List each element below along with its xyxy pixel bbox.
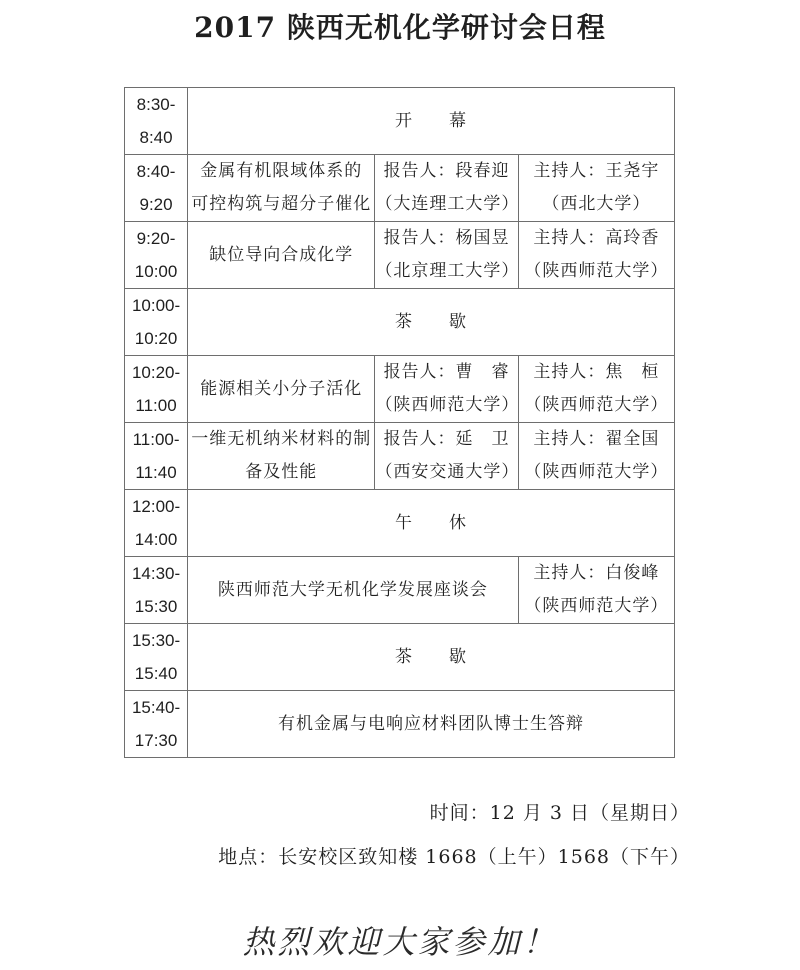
speaker-name: 报告人：曹 睿 bbox=[383, 362, 510, 382]
chair-affiliation: （陕西师范大学） bbox=[524, 462, 669, 482]
event-label: 茶 歇 bbox=[395, 311, 468, 332]
footer-info bbox=[0, 798, 800, 869]
time-start: 11:00- bbox=[132, 430, 180, 449]
chair-name: 主持人：王尧宇 bbox=[533, 161, 660, 181]
table-row bbox=[125, 88, 675, 155]
topic-cell bbox=[188, 557, 519, 624]
time-start: 8:40- bbox=[136, 162, 176, 181]
topic-line: 一维无机纳米材料的制 bbox=[191, 429, 372, 449]
chair-name: 主持人：高玲香 bbox=[533, 228, 660, 248]
time-cell bbox=[125, 155, 188, 222]
table-row bbox=[125, 490, 675, 557]
chair-cell bbox=[518, 356, 674, 423]
time-cell bbox=[125, 490, 188, 557]
topic-line: 陕西师范大学无机化学发展座谈会 bbox=[217, 579, 488, 600]
chair-affiliation: （陕西师范大学） bbox=[524, 596, 669, 616]
speaker-affiliation: （陕西师范大学） bbox=[375, 395, 520, 415]
speaker-name: 报告人：延 卫 bbox=[383, 429, 510, 449]
event-cell bbox=[188, 624, 675, 691]
time-cell bbox=[125, 356, 188, 423]
time-start: 8:30- bbox=[136, 95, 176, 114]
speaker-cell bbox=[375, 423, 518, 490]
table-row bbox=[125, 691, 675, 758]
chair-cell bbox=[518, 423, 674, 490]
time-end: 8:40 bbox=[139, 128, 173, 147]
chair-name: 主持人：翟全国 bbox=[533, 429, 660, 449]
time-cell bbox=[125, 557, 188, 624]
time-cell bbox=[125, 88, 188, 155]
time-end: 10:20 bbox=[134, 329, 178, 348]
speaker-cell bbox=[375, 356, 518, 423]
chair-cell bbox=[518, 155, 674, 222]
event-date-line: 时间：12 月 3 日（星期日） bbox=[429, 802, 690, 824]
table-row bbox=[125, 423, 675, 490]
time-end: 17:30 bbox=[134, 731, 178, 750]
speaker-cell bbox=[375, 222, 518, 289]
event-label: 茶 歇 bbox=[395, 646, 468, 667]
chair-affiliation: （陕西师范大学） bbox=[524, 261, 669, 281]
table-row bbox=[125, 624, 675, 691]
time-start: 10:00- bbox=[131, 296, 181, 315]
event-cell bbox=[188, 289, 675, 356]
table-row bbox=[125, 222, 675, 289]
time-start: 15:30- bbox=[131, 631, 181, 650]
time-cell bbox=[125, 624, 188, 691]
time-end: 10:00 bbox=[134, 262, 178, 281]
chair-cell bbox=[518, 557, 674, 624]
topic-line: 缺位导向合成化学 bbox=[209, 244, 354, 265]
speaker-name: 报告人：段春迎 bbox=[383, 161, 510, 181]
speaker-affiliation: （大连理工大学） bbox=[375, 194, 520, 214]
topic-line: 可控构筑与超分子催化 bbox=[191, 194, 372, 214]
event-label: 午 休 bbox=[395, 512, 468, 533]
event-label: 有机金属与电响应材料团队博士生答辩 bbox=[278, 713, 585, 734]
event-location-line: 地点：长安校区致知楼 1668（上午）1568（下午） bbox=[218, 846, 690, 868]
time-end: 15:40 bbox=[134, 664, 178, 683]
topic-cell bbox=[188, 423, 375, 490]
topic-cell bbox=[188, 356, 375, 423]
time-cell bbox=[125, 691, 188, 758]
table-row bbox=[125, 155, 675, 222]
topic-line: 金属有机限域体系的 bbox=[200, 161, 363, 181]
speaker-cell bbox=[375, 155, 518, 222]
page-title: 2017 陕西无机化学研讨会日程 bbox=[194, 11, 606, 44]
time-end: 9:20 bbox=[139, 195, 173, 214]
chair-cell bbox=[518, 222, 674, 289]
chair-affiliation: （西北大学） bbox=[542, 194, 651, 214]
time-end: 15:30 bbox=[134, 597, 178, 616]
chair-affiliation: （陕西师范大学） bbox=[524, 395, 669, 415]
time-start: 15:40- bbox=[131, 698, 181, 717]
topic-line: 能源相关小分子活化 bbox=[200, 378, 363, 399]
event-label: 开 幕 bbox=[395, 110, 468, 131]
event-cell bbox=[188, 691, 675, 758]
welcome-note: 热烈欢迎大家参加！ bbox=[242, 923, 558, 961]
document-page bbox=[0, 8, 800, 970]
topic-cell bbox=[188, 155, 375, 222]
event-cell bbox=[188, 490, 675, 557]
time-start: 9:20- bbox=[136, 229, 176, 248]
chair-name: 主持人：焦 桓 bbox=[533, 362, 660, 382]
table-row bbox=[125, 289, 675, 356]
table-row bbox=[125, 356, 675, 423]
chair-name: 主持人：白俊峰 bbox=[533, 563, 660, 583]
topic-line: 备及性能 bbox=[245, 462, 318, 482]
topic-cell bbox=[188, 222, 375, 289]
time-cell bbox=[125, 289, 188, 356]
time-start: 12:00- bbox=[131, 497, 181, 516]
event-cell bbox=[188, 88, 675, 155]
time-end: 11:00 bbox=[135, 396, 177, 415]
time-end: 14:00 bbox=[134, 530, 178, 549]
time-cell bbox=[125, 423, 188, 490]
time-end: 11:40 bbox=[135, 463, 177, 482]
speaker-affiliation: （北京理工大学） bbox=[375, 261, 520, 281]
time-cell bbox=[125, 222, 188, 289]
schedule-table bbox=[124, 87, 675, 758]
table-row bbox=[125, 557, 675, 624]
speaker-affiliation: （西安交通大学） bbox=[375, 462, 520, 482]
time-start: 14:30- bbox=[131, 564, 181, 583]
time-start: 10:20- bbox=[131, 363, 181, 382]
speaker-name: 报告人：杨国昱 bbox=[383, 228, 510, 248]
